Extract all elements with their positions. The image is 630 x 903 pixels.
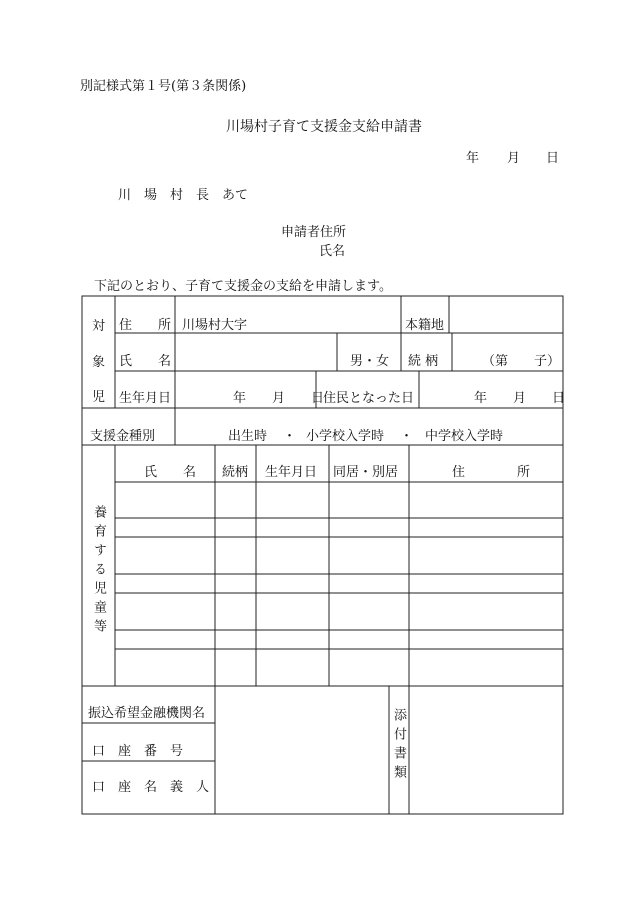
child-address-value[interactable]: 川場村大字	[182, 318, 248, 333]
applicant-address-label: 申請者住所	[281, 225, 347, 240]
attachments-label: 添付書類	[391, 708, 406, 784]
birth-date-label: 生年月日	[119, 391, 172, 406]
dependents-header-birthdate: 生年月日	[265, 465, 318, 480]
dependents-row[interactable]	[116, 594, 562, 648]
relation-label: 続 柄	[408, 354, 439, 369]
support-type-label: 支援金種別	[90, 429, 156, 444]
sex-options[interactable]: 男・女	[350, 354, 390, 369]
honseki-field[interactable]	[450, 297, 562, 332]
support-option-separator-2: ・	[400, 429, 414, 444]
bank-institution-label: 振込希望金融機関名	[88, 706, 206, 721]
support-option-junior-high[interactable]: 中学校入学時	[425, 429, 504, 444]
attachments-field[interactable]	[410, 687, 562, 813]
support-option-birth[interactable]: 出生時	[228, 429, 268, 444]
child-name-field[interactable]	[176, 334, 336, 370]
target-child-label-2: 象	[92, 355, 106, 370]
date-year: 年	[466, 151, 480, 166]
birth-date-value[interactable]: 年 月 日	[233, 391, 325, 406]
date-month: 月	[507, 151, 521, 166]
dependents-header-address: 住 所	[452, 465, 531, 480]
addressee: 川 場 村 長 あて	[118, 188, 249, 203]
support-option-elementary[interactable]: 小学校入学時	[306, 429, 385, 444]
honseki-label: 本籍地	[405, 318, 445, 333]
dependents-header-name: 氏 名	[144, 465, 197, 480]
bank-info-field[interactable]	[216, 687, 388, 813]
target-child-label-3: 児	[92, 390, 106, 405]
support-option-separator-1: ・	[283, 429, 297, 444]
resident-date-value[interactable]: 年 月 日	[474, 391, 566, 406]
form-number: 別記様式第１号(第３条関係)	[80, 79, 247, 94]
account-number-label: 口 座 番 号	[92, 744, 184, 759]
form-title: 川場村子育て支援金支給申請書	[226, 119, 422, 135]
child-name-label: 氏 名	[119, 354, 172, 369]
dependents-row[interactable]	[116, 650, 562, 685]
child-address-label: 住 所	[119, 318, 172, 333]
account-holder-label: 口 座 名 義 人	[92, 780, 210, 795]
dependents-row[interactable]	[116, 483, 562, 536]
dependents-header-relation: 続柄	[222, 465, 249, 480]
dependents-header-cohabit: 同居・別居	[333, 465, 399, 480]
intro-text: 下記のとおり、子育て支援金の支給を申請します。	[94, 279, 392, 294]
dependents-section-label: 養育する児童等	[91, 505, 106, 638]
resident-date-label: 住民となった日	[323, 391, 415, 406]
relation-value[interactable]: （第 子）	[482, 354, 561, 369]
applicant-name-label: 氏名	[319, 244, 346, 259]
date-day: 日	[546, 151, 560, 166]
dependents-row[interactable]	[116, 538, 562, 592]
target-child-label-1: 対	[92, 319, 106, 334]
